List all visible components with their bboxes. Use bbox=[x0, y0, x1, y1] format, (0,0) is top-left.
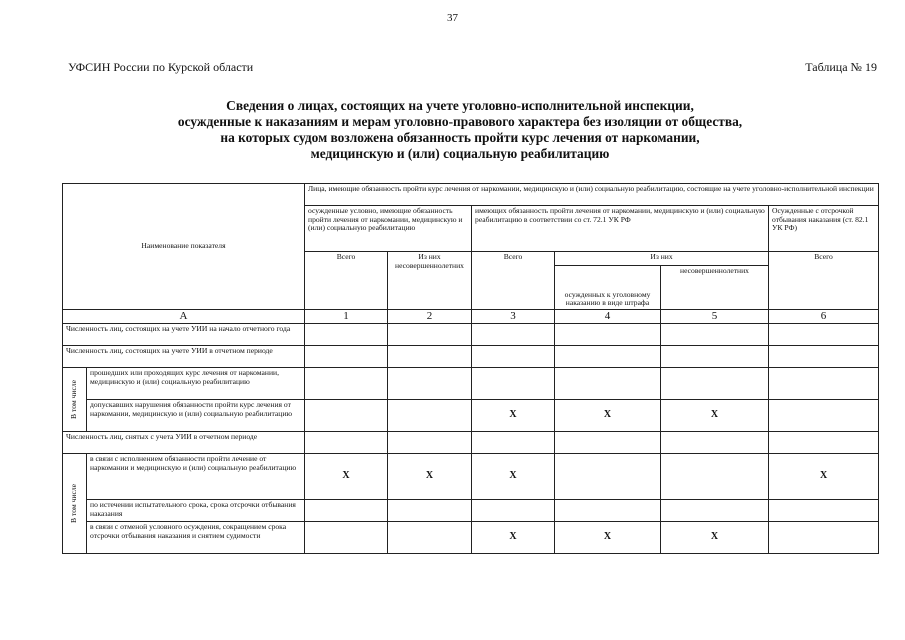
not-applicable-mark: Х bbox=[472, 454, 555, 500]
data-cell bbox=[555, 500, 661, 522]
row-label: Численность лиц, состоящих на учете УИИ в отчетном периоде bbox=[63, 346, 305, 368]
row-label: допускавших нарушения обязанности пройти курс лечения от наркомании, медицинскую и (или) социальную реабилитацию bbox=[87, 400, 305, 432]
total-header: Всего bbox=[769, 252, 879, 310]
data-cell bbox=[305, 400, 388, 432]
data-cell bbox=[388, 500, 472, 522]
column-number: 1 bbox=[305, 310, 388, 324]
not-applicable-mark: Х bbox=[388, 454, 472, 500]
data-cell bbox=[472, 324, 555, 346]
subgroup-art-72-header: имеющих обязанность пройти лечения от наркомании, медицинскую и (или) социальную реабилитацию в соответствии со ст. 72.1 УК РФ bbox=[472, 206, 769, 252]
table-row bbox=[63, 522, 879, 554]
minors-header: несовершеннолетних bbox=[661, 266, 769, 310]
in-total-side-label: В том числе bbox=[63, 368, 87, 432]
row-label: по истечении испытательного срока, срока отсрочки отбывания наказания bbox=[87, 500, 305, 522]
data-cell bbox=[661, 324, 769, 346]
data-cell bbox=[305, 368, 388, 400]
data-cell bbox=[388, 368, 472, 400]
table-row bbox=[63, 368, 879, 400]
data-cell bbox=[305, 522, 388, 554]
not-applicable-mark: Х bbox=[555, 400, 661, 432]
column-number: А bbox=[63, 310, 305, 324]
report-table bbox=[62, 183, 879, 554]
subgroup-conditional-header: осужденные условно, имеющие обязанность пройти лечения от наркомании, медицинскую и (или) социальную реабилитацию bbox=[305, 206, 472, 252]
data-cell bbox=[305, 346, 388, 368]
organization-name: УФСИН России по Курской области bbox=[68, 60, 254, 74]
data-cell bbox=[769, 432, 879, 454]
data-cell bbox=[305, 324, 388, 346]
data-cell bbox=[472, 500, 555, 522]
data-cell bbox=[769, 324, 879, 346]
of-them-minors-header: Из них несовершеннолетних bbox=[388, 252, 472, 310]
data-cell bbox=[661, 500, 769, 522]
group-header: Лица, имеющие обязанность пройти курс лечения от наркомании, медицинскую и (или) социальную реабилитацию, состоящие на учете уголовно-исполнительной инспекции bbox=[305, 184, 879, 206]
data-cell bbox=[388, 346, 472, 368]
column-number: 5 bbox=[661, 310, 769, 324]
data-cell bbox=[388, 324, 472, 346]
data-cell bbox=[661, 432, 769, 454]
document-title bbox=[60, 98, 860, 162]
data-cell bbox=[472, 346, 555, 368]
data-cell bbox=[555, 454, 661, 500]
total-header: Всего bbox=[305, 252, 388, 310]
data-cell bbox=[769, 346, 879, 368]
table-number: Таблица № 19 bbox=[805, 60, 877, 74]
row-label: в связи с отменой условного осуждения, сокращением срока отсрочки отбывания наказания и снятием судимости bbox=[87, 522, 305, 554]
data-cell bbox=[305, 432, 388, 454]
not-applicable-mark: Х bbox=[555, 522, 661, 554]
table-row bbox=[63, 324, 879, 346]
data-cell bbox=[555, 432, 661, 454]
not-applicable-mark: Х bbox=[661, 522, 769, 554]
column-number: 4 bbox=[555, 310, 661, 324]
data-cell bbox=[305, 500, 388, 522]
not-applicable-mark: Х bbox=[769, 454, 879, 500]
data-cell bbox=[769, 400, 879, 432]
data-cell bbox=[769, 500, 879, 522]
column-number: 3 bbox=[472, 310, 555, 324]
data-cell bbox=[769, 368, 879, 400]
row-label: прошедших или проходящих курс лечения от наркомании, медицинскую и (или) социальную реабилитацию bbox=[87, 368, 305, 400]
row-label: Численность лиц, состоящих на учете УИИ на начало отчетного года bbox=[63, 324, 305, 346]
header-row bbox=[63, 184, 879, 206]
data-cell bbox=[472, 432, 555, 454]
table-row bbox=[63, 500, 879, 522]
table-row bbox=[63, 454, 879, 500]
table-row bbox=[63, 432, 879, 454]
table-row bbox=[63, 400, 879, 432]
table-row bbox=[63, 346, 879, 368]
page-number: 37 bbox=[447, 12, 458, 24]
title-line: медицинскую и (или) социальную реабилитацию bbox=[310, 146, 610, 161]
title-line: на которых судом возложена обязанность пройти курс лечения от наркомании, bbox=[220, 130, 700, 145]
not-applicable-mark: Х bbox=[305, 454, 388, 500]
data-cell bbox=[472, 368, 555, 400]
data-cell bbox=[661, 346, 769, 368]
in-total-side-label: В том числе bbox=[63, 454, 87, 554]
data-cell bbox=[555, 368, 661, 400]
title-line: осужденные к наказаниям и мерам уголовно-правового характера без изоляции от общества, bbox=[177, 114, 743, 129]
of-them-header: Из них bbox=[555, 252, 769, 266]
data-cell bbox=[555, 346, 661, 368]
data-cell bbox=[388, 522, 472, 554]
total-header: Всего bbox=[472, 252, 555, 310]
not-applicable-mark: Х bbox=[472, 522, 555, 554]
column-number: 6 bbox=[769, 310, 879, 324]
sentenced-fine-header: осужденных к уголовному наказанию в виде штрафа bbox=[555, 266, 661, 310]
not-applicable-mark: Х bbox=[472, 400, 555, 432]
data-cell bbox=[388, 432, 472, 454]
subgroup-art-82-header: Осужденные с отсрочкой отбывания наказания (ст. 82.1 УК РФ) bbox=[769, 206, 879, 252]
data-cell bbox=[769, 522, 879, 554]
not-applicable-mark: Х bbox=[661, 400, 769, 432]
data-cell bbox=[661, 368, 769, 400]
column-number: 2 bbox=[388, 310, 472, 324]
data-cell bbox=[555, 324, 661, 346]
data-cell bbox=[661, 454, 769, 500]
column-number-row bbox=[63, 310, 879, 324]
data-cell bbox=[388, 400, 472, 432]
row-label: Численность лиц, снятых с учета УИИ в отчетном периоде bbox=[63, 432, 305, 454]
title-line: Сведения о лицах, состоящих на учете уголовно-исполнительной инспекции, bbox=[226, 98, 694, 113]
row-label: в связи с исполнением обязанности пройти лечение от наркомании и медицинскую и (или) социальную реабилитацию bbox=[87, 454, 305, 500]
indicator-name-header: Наименование показателя bbox=[63, 184, 305, 310]
